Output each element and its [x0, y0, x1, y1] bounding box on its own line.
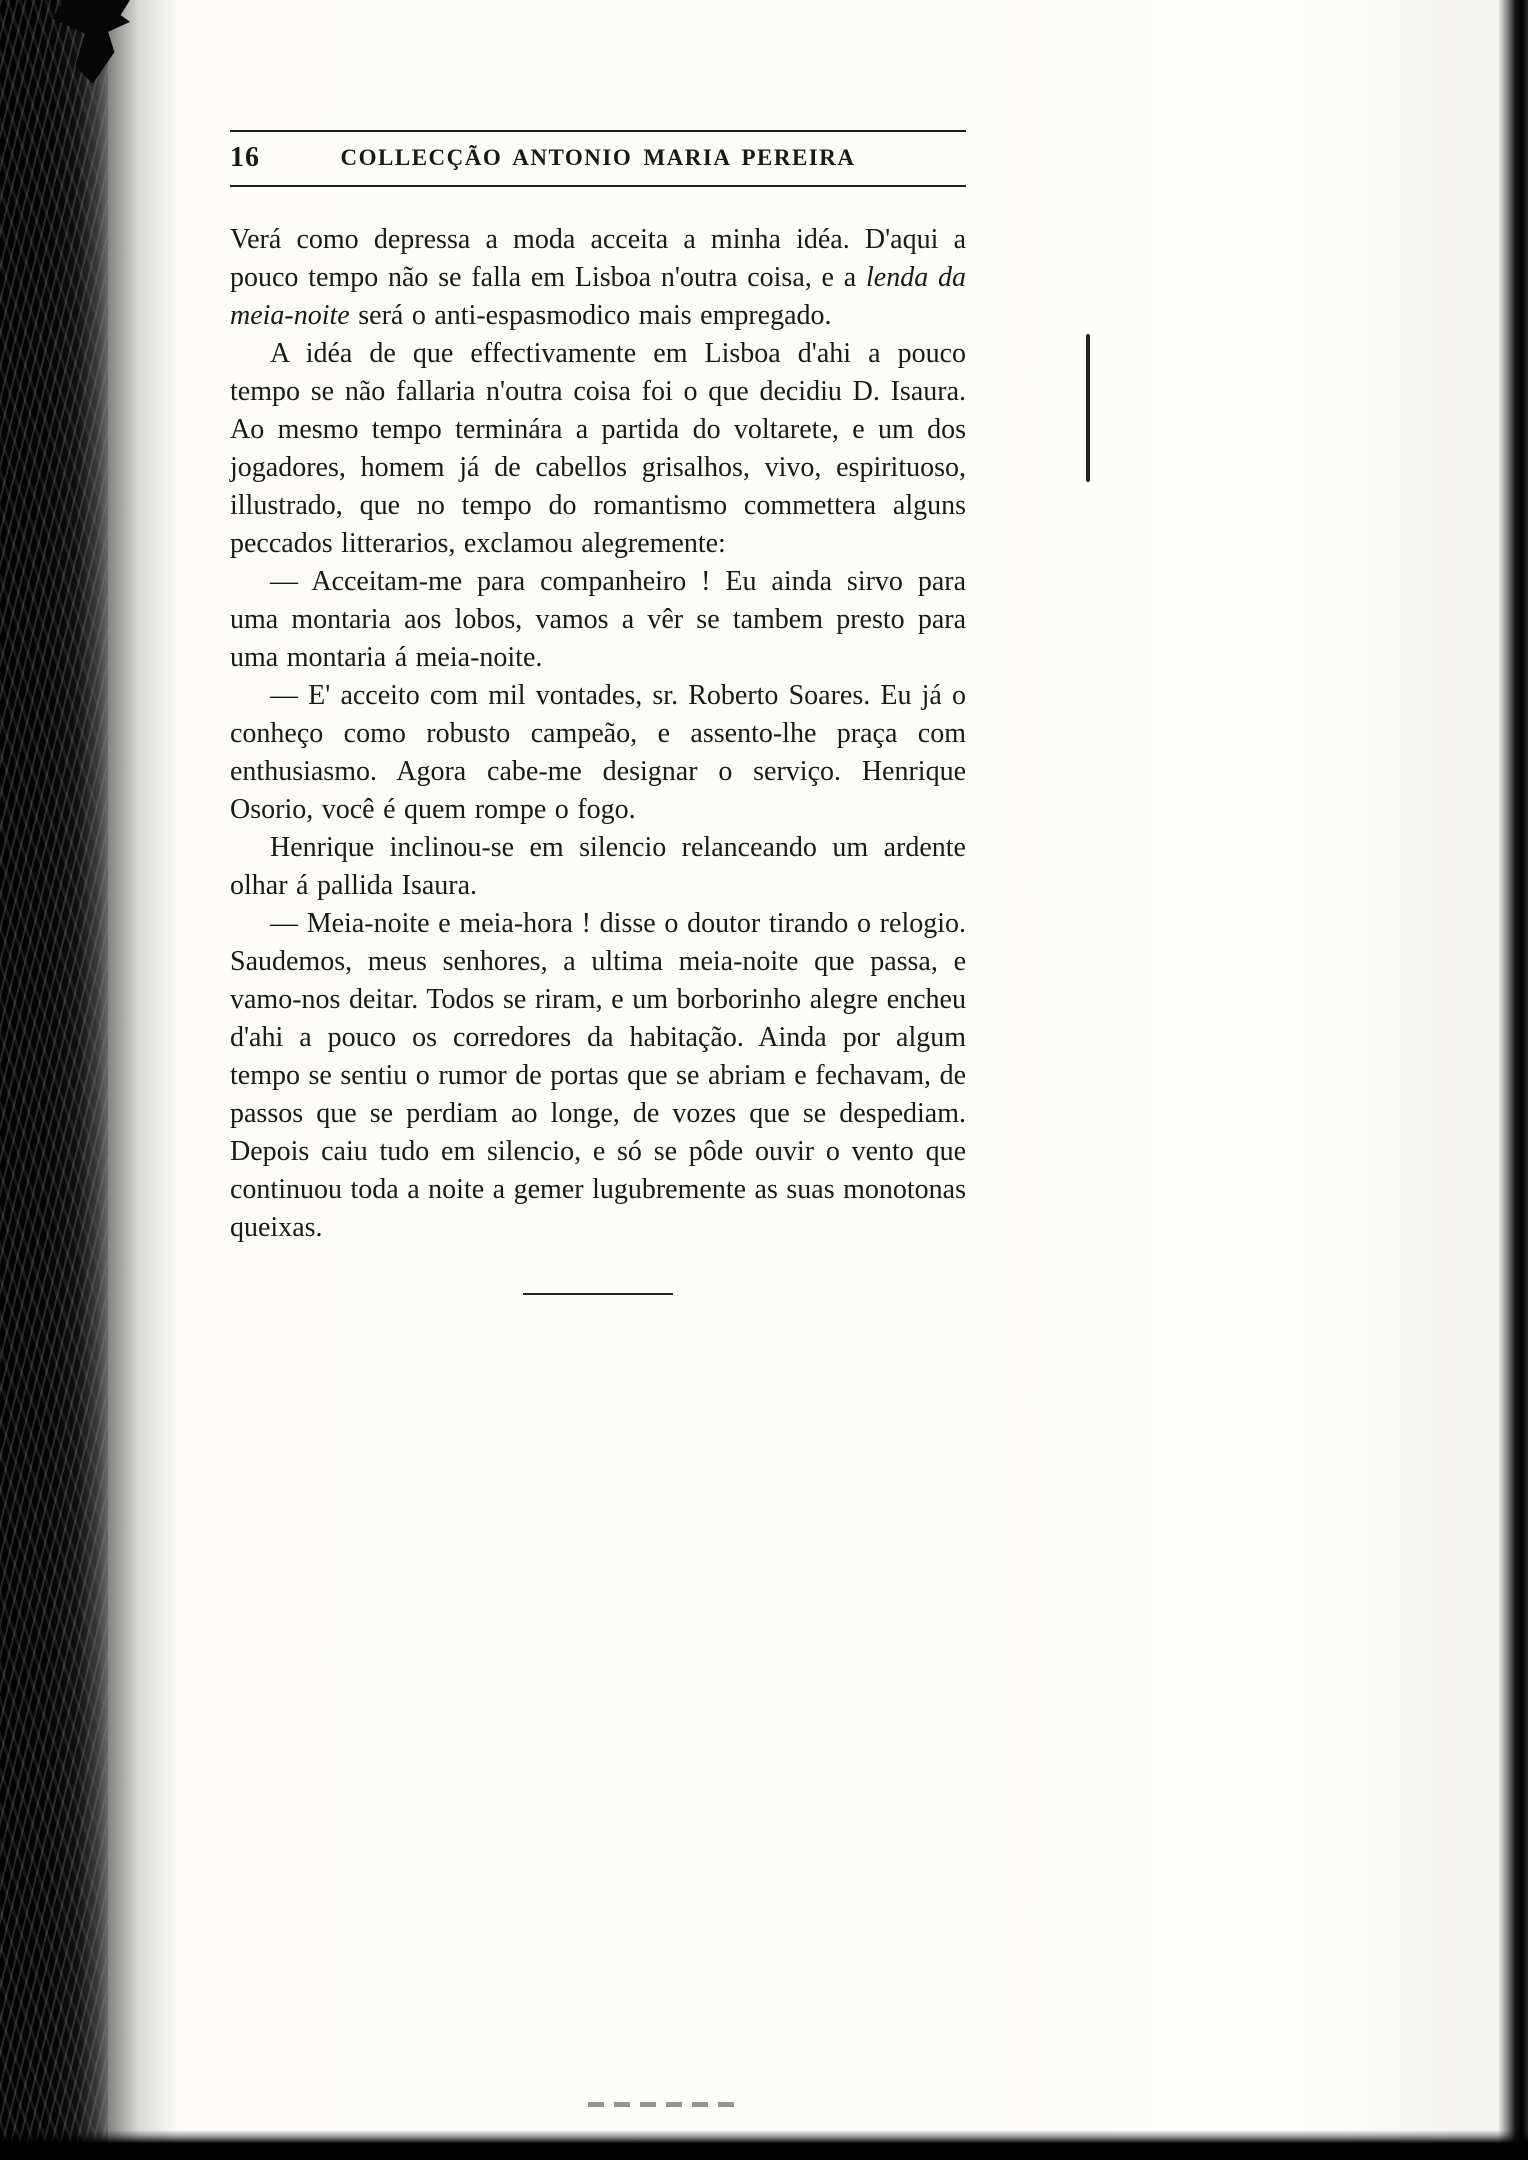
- italic-text-segment: lenda da meia-noite: [230, 262, 966, 331]
- scan-edge-right: [1498, 0, 1528, 2160]
- page-gutter-shadow: [108, 0, 178, 2160]
- paragraph: [230, 677, 966, 829]
- scan-artifact-dashes: [588, 2102, 738, 2107]
- paragraph: [230, 335, 966, 563]
- paragraph: [230, 563, 966, 677]
- header-rule-top: [230, 130, 966, 132]
- text-segment: será o anti-espasmodico mais empregado.: [349, 300, 832, 331]
- section-end-rule: [523, 1293, 673, 1295]
- header-row: [230, 140, 966, 176]
- page-content: [230, 130, 966, 1295]
- text-segment: — E' acceito com mil vontades, sr. Roberto Soares. Eu já o conheço como robusto campeão, e assento-lhe praça com enthusiasmo. Agora cabe-me designar o serviço. Henrique Osorio, você é quem rompe o fogo.: [230, 680, 966, 825]
- text-segment: A idéa de que effectivamente em Lisboa d'ahi a pouco tempo se não fallaria n'outra coisa foi o que decidiu D. Isaura. Ao mesmo tempo terminára a partida do voltarete, e um dos jogadores, homem já de cabellos grisalhos, vivo, espirituoso, illustrado, que no tempo do romantismo commettera alguns peccados litterarios, exclamou alegremente:: [230, 338, 966, 559]
- body-text: [230, 221, 966, 1247]
- text-segment: — Acceitam-me para companheiro ! Eu ainda sirvo para uma montaria aos lobos, vamos a vêr se tambem presto para uma montaria á meia-noite.: [230, 566, 966, 673]
- collection-title: COLLECÇÃO ANTONIO MARIA PEREIRA: [340, 145, 856, 170]
- scan-edge-bottom: [0, 2130, 1528, 2160]
- text-segment: Henrique inclinou-se em silencio relanceando um ardente olhar á pallida Isaura.: [230, 832, 966, 901]
- paragraph: [230, 221, 966, 335]
- text-segment: Verá como depressa a moda acceita a minha idéa. D'aqui a pouco tempo não se falla em Lisboa n'outra coisa, e a: [230, 224, 966, 293]
- page-number: 16: [230, 142, 260, 173]
- text-segment: — Meia-noite e meia-hora ! disse o doutor tirando o relogio. Saudemos, meus senhores, a ultima meia-noite que passa, e vamo-nos deitar. Todos se riram, e um borborinho alegre encheu d'ahi a pouco os corredores da habitação. Ainda por algum tempo se sentiu o rumor de portas que se abriam e fechavam, de passos que se perdiam ao longe, de vozes que se despediam. Depois caiu tudo em silencio, e só se pôde ouvir o vento que continuou toda a noite a gemer lugubremente as suas monotonas queixas.: [230, 908, 966, 1243]
- paragraph: [230, 905, 966, 1247]
- page-header: [230, 130, 966, 187]
- header-rule-bottom: [230, 185, 966, 187]
- scan-edge-left: [0, 0, 108, 2160]
- paragraph: [230, 829, 966, 905]
- scan-artifact-line: [1086, 334, 1090, 482]
